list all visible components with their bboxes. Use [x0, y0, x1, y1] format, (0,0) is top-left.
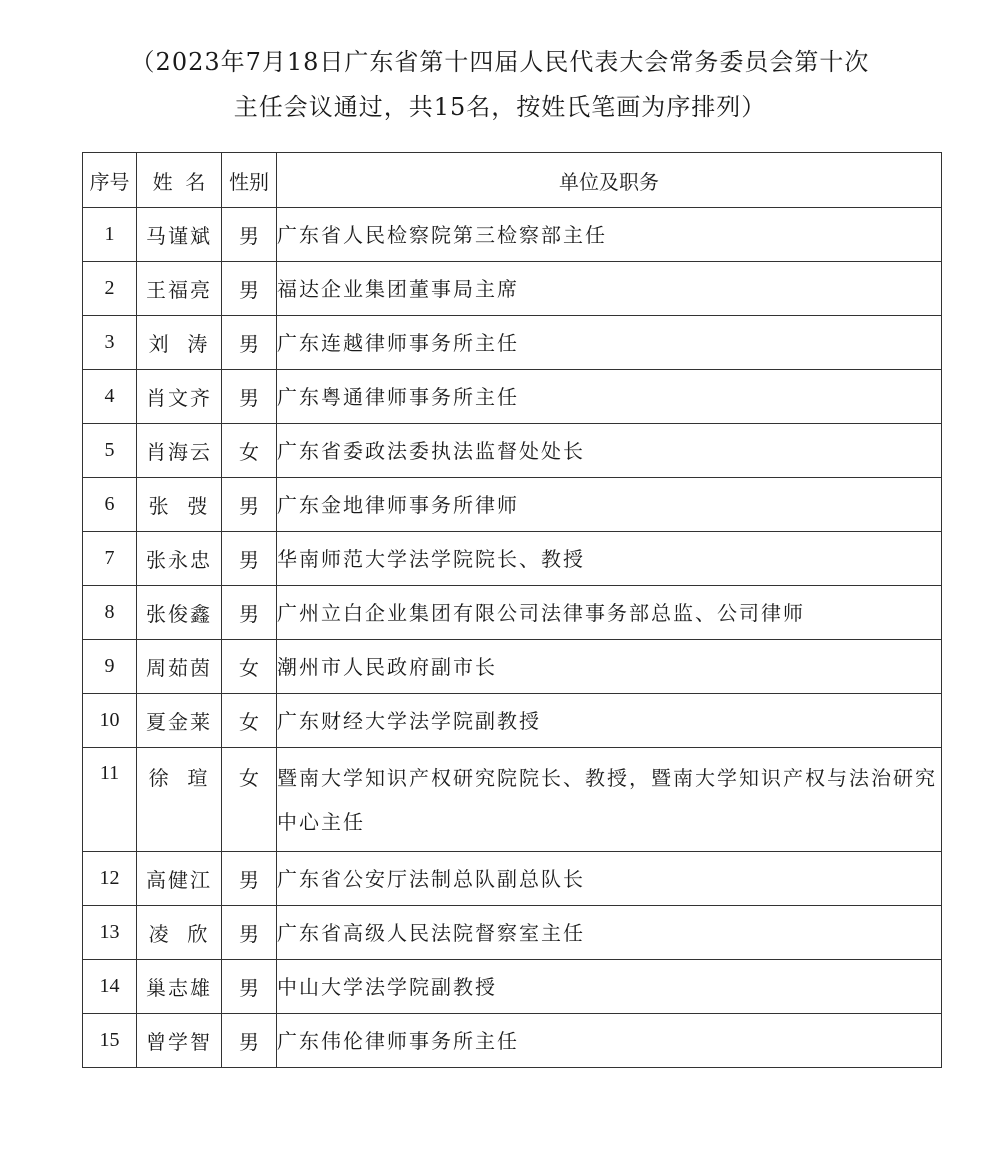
header-gender: 性别 — [222, 153, 277, 208]
header-serial-number: 序号 — [83, 153, 137, 208]
member-unit: 广东省人民检察院第三检察部主任 — [277, 208, 942, 262]
member-gender: 女 — [222, 640, 277, 694]
table-row — [83, 586, 942, 640]
roster-table — [82, 152, 942, 1068]
header-unit-and-position: 单位及职务 — [277, 153, 942, 208]
serial-number: 12 — [83, 852, 137, 906]
member-name: 徐 瑄 — [137, 748, 222, 852]
table-row — [83, 262, 942, 316]
member-name: 肖文齐 — [137, 370, 222, 424]
member-unit: 广东财经大学法学院副教授 — [277, 694, 942, 748]
table-row — [83, 906, 942, 960]
serial-number: 4 — [83, 370, 137, 424]
member-name: 夏金莱 — [137, 694, 222, 748]
serial-number: 11 — [83, 748, 137, 852]
member-name: 马谨斌 — [137, 208, 222, 262]
table-row — [83, 424, 942, 478]
document-intro — [0, 40, 1000, 130]
serial-number: 2 — [83, 262, 137, 316]
table-header-row — [83, 153, 942, 208]
member-unit: 暨南大学知识产权研究院院长、教授，暨南大学知识产权与法治研究中心主任 — [277, 748, 942, 852]
member-unit: 广州立白企业集团有限公司法律事务部总监、公司律师 — [277, 586, 942, 640]
intro-line-1: （2023年7月18日广东省第十四届人民代表大会常务委员会第十次 — [130, 48, 870, 76]
table-row — [83, 960, 942, 1014]
roster-body — [83, 208, 942, 1068]
member-name: 刘 涛 — [137, 316, 222, 370]
member-unit: 广东金地律师事务所律师 — [277, 478, 942, 532]
member-unit: 华南师范大学法学院院长、教授 — [277, 532, 942, 586]
member-unit: 潮州市人民政府副市长 — [277, 640, 942, 694]
member-unit: 广东粤通律师事务所主任 — [277, 370, 942, 424]
header-name: 姓 名 — [137, 153, 222, 208]
table-row — [83, 478, 942, 532]
member-name: 张 弢 — [137, 478, 222, 532]
serial-number: 14 — [83, 960, 137, 1014]
serial-number: 13 — [83, 906, 137, 960]
member-gender: 男 — [222, 262, 277, 316]
table-row — [83, 640, 942, 694]
member-unit: 广东省委政法委执法监督处处长 — [277, 424, 942, 478]
table-row — [83, 532, 942, 586]
table-row — [83, 1014, 942, 1068]
member-gender: 女 — [222, 694, 277, 748]
table-row — [83, 748, 942, 852]
table-row — [83, 370, 942, 424]
member-gender: 女 — [222, 424, 277, 478]
member-unit: 广东省高级人民法院督察室主任 — [277, 906, 942, 960]
serial-number: 10 — [83, 694, 137, 748]
serial-number: 6 — [83, 478, 137, 532]
intro-line-2: 主任会议通过，共15名，按姓氏笔画为序排列） — [233, 93, 767, 121]
member-gender: 男 — [222, 478, 277, 532]
member-unit: 中山大学法学院副教授 — [277, 960, 942, 1014]
member-gender: 男 — [222, 960, 277, 1014]
member-gender: 女 — [222, 748, 277, 852]
table-row — [83, 852, 942, 906]
serial-number: 9 — [83, 640, 137, 694]
serial-number: 5 — [83, 424, 137, 478]
member-name: 巢志雄 — [137, 960, 222, 1014]
member-unit: 广东伟伦律师事务所主任 — [277, 1014, 942, 1068]
member-name: 高健江 — [137, 852, 222, 906]
serial-number: 3 — [83, 316, 137, 370]
serial-number: 1 — [83, 208, 137, 262]
member-unit: 广东省公安厅法制总队副总队长 — [277, 852, 942, 906]
member-gender: 男 — [222, 586, 277, 640]
member-name: 张俊鑫 — [137, 586, 222, 640]
member-gender: 男 — [222, 532, 277, 586]
serial-number: 8 — [83, 586, 137, 640]
member-gender: 男 — [222, 208, 277, 262]
member-gender: 男 — [222, 370, 277, 424]
member-unit: 福达企业集团董事局主席 — [277, 262, 942, 316]
serial-number: 15 — [83, 1014, 137, 1068]
member-gender: 男 — [222, 316, 277, 370]
table-row — [83, 694, 942, 748]
member-name: 张永忠 — [137, 532, 222, 586]
table-row — [83, 316, 942, 370]
member-name: 肖海云 — [137, 424, 222, 478]
member-name: 凌 欣 — [137, 906, 222, 960]
serial-number: 7 — [83, 532, 137, 586]
member-unit: 广东连越律师事务所主任 — [277, 316, 942, 370]
member-gender: 男 — [222, 1014, 277, 1068]
table-row — [83, 208, 942, 262]
member-name: 周茹茵 — [137, 640, 222, 694]
member-name: 曾学智 — [137, 1014, 222, 1068]
member-gender: 男 — [222, 906, 277, 960]
member-name: 王福亮 — [137, 262, 222, 316]
member-gender: 男 — [222, 852, 277, 906]
